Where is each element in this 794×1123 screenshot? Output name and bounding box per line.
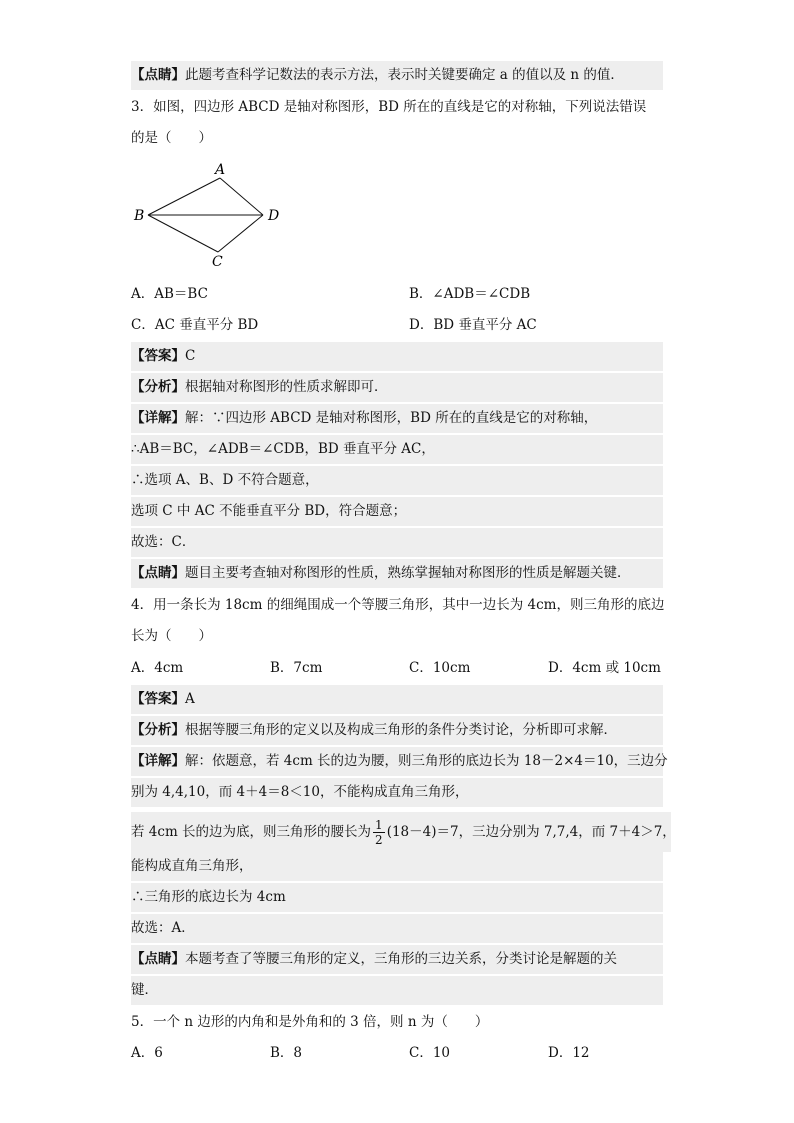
q5-option-d: D．12 xyxy=(548,1045,590,1061)
q4-detail-line6: 故选：A． xyxy=(131,914,663,943)
q3-detail-line2: ∴AB＝BC，∠ADB＝∠CDB，BD 垂直平分 AC， xyxy=(131,435,663,464)
q3-stem-line1: 3．如图，四边形 ABCD 是轴对称图形，BD 所在的直线是它的对称轴，下列说法错误 xyxy=(131,99,647,115)
q4-option-d: D．4cm 或 10cm xyxy=(548,660,661,676)
q3-analysis-line xyxy=(131,373,663,402)
q4-option-c: C．10cm xyxy=(409,660,471,676)
q3-detail-line5: 故选：C． xyxy=(131,528,663,557)
q3-detail-line4: 选项 C 中 AC 不能垂直平分 BD，符合题意； xyxy=(131,497,663,526)
q4-detail-line4: 能构成直角三角形， xyxy=(131,852,663,881)
q4-detail-line5: ∴三角形的底边长为 4cm xyxy=(131,883,663,912)
q3-option-d: D．BD 垂直平分 AC xyxy=(409,317,537,333)
q4-option-b: B．7cm xyxy=(270,660,323,676)
analysis-label: 【分析】 xyxy=(131,722,185,738)
answer-text: C xyxy=(185,348,196,364)
q3-dianjing-line xyxy=(131,559,663,588)
dianjing-label: 【点睛】 xyxy=(131,565,185,581)
q5-stem: 5．一个 n 边形的内角和是外角和的 3 倍，则 n 为（ ） xyxy=(131,1014,489,1030)
dianjing-label: 【点睛】 xyxy=(131,951,185,967)
fraction-one-half xyxy=(373,818,385,847)
detail-label: 【详解】 xyxy=(131,410,185,426)
detail-text: 解：依题意，若 4cm 长的边为腰，则三角形的底边长为 18－2×4＝10，三边分 xyxy=(185,753,668,769)
vertex-label-c: C xyxy=(212,254,223,270)
q3-detail-line3: ∴选项 A、B、D 不符合题意， xyxy=(131,466,663,495)
q4-stem-line1: 4．用一条长为 18cm 的细绳围成一个等腰三角形，其中一边长为 4cm，则三角形的底边 xyxy=(131,597,665,613)
dianjing-text: 本题考查了等腰三角形的定义，三角形的三边关系，分类讨论是解题的关 xyxy=(185,951,617,967)
q5-option-c: C．10 xyxy=(409,1045,451,1061)
answer-label: 【答案】 xyxy=(131,691,185,707)
q3-option-a: A．AB＝BC xyxy=(131,286,208,302)
analysis-text: 根据等腰三角形的定义以及构成三角形的条件分类讨论，分析即可求解． xyxy=(185,722,617,738)
dianjing-text: 题目主要考查轴对称图形的性质，熟练掌握轴对称图形的性质是解题关键． xyxy=(185,565,631,581)
detail-text: 解：∵四边形 ABCD 是轴对称图形，BD 所在的直线是它的对称轴， xyxy=(185,410,598,426)
edge-ab xyxy=(148,178,220,215)
answer-label: 【答案】 xyxy=(131,348,185,364)
dianjing-label: 【点睛】 xyxy=(131,67,185,83)
q4-stem-line2: 长为（ ） xyxy=(131,628,212,644)
dianjing-text: 此题考查科学记数法的表示方法，表示时关键要确定 a 的值以及 n 的值． xyxy=(185,67,624,83)
fraction-denominator: 2 xyxy=(375,833,383,847)
edge-ad xyxy=(220,178,263,215)
q4-detail-line2: 别为 4,4,10，而 4＋4＝8＜10，不能构成直角三角形， xyxy=(131,778,663,807)
q3-detail-line1 xyxy=(131,404,663,433)
q4-detail-line3 xyxy=(131,812,676,852)
edge-bc xyxy=(148,215,218,252)
detail-label: 【详解】 xyxy=(131,753,185,769)
q3-stem-line2: 的是（ ） xyxy=(131,130,212,146)
q4-dianjing-line1 xyxy=(131,945,663,974)
q4-analysis-line xyxy=(131,716,663,745)
vertex-label-a: A xyxy=(215,162,226,178)
q4-option-a: A．4cm xyxy=(131,660,184,676)
analysis-text: 根据轴对称图形的性质求解即可． xyxy=(185,379,388,395)
q2-dianjing-line xyxy=(131,61,663,90)
fraction-numerator: 1 xyxy=(375,818,383,832)
answer-text: A xyxy=(185,691,195,707)
q3-quadrilateral-figure xyxy=(130,158,290,270)
vertex-label-d: D xyxy=(268,208,280,224)
q4-detail-line1 xyxy=(131,747,668,776)
q5-option-a: A．6 xyxy=(131,1045,163,1061)
analysis-label: 【分析】 xyxy=(131,379,185,395)
vertex-label-b: B xyxy=(134,208,145,224)
q3-option-c: C．AC 垂直平分 BD xyxy=(131,317,259,333)
q4-dianjing-line2: 键． xyxy=(131,976,663,1005)
q3-answer-line xyxy=(131,342,663,371)
q3-option-b: B．∠ADB＝∠CDB xyxy=(409,286,531,302)
q4-answer-line xyxy=(131,685,663,714)
detail-line3-post: (18－4)＝7，三边分别为 7,7,4，而 7＋4＞7， xyxy=(386,824,676,840)
edge-cd xyxy=(218,215,263,252)
q5-option-b: B．8 xyxy=(270,1045,303,1061)
detail-line3-pre: 若 4cm 长的边为底，则三角形的腰长为 xyxy=(131,824,372,840)
